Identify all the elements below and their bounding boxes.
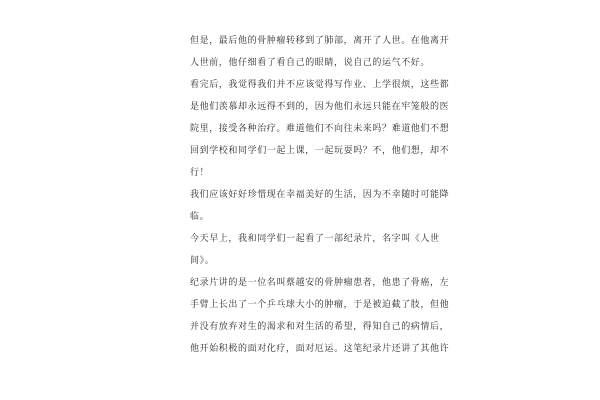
text-line-10: 今天早上，我和同学们一起看了一部纪录片，名字叫《人世 bbox=[190, 234, 440, 244]
text-line-4: 是他们羡慕却永远得不到的，因为他们永远只能在牢笼般的医 bbox=[190, 102, 450, 112]
text-line-7: 行！ bbox=[190, 168, 210, 178]
text-line-3: 看完后，我觉得我们并不应该觉得写作业、上学很烦，这些都 bbox=[190, 80, 450, 90]
text-line-5: 院里，接受各种治疗。难道他们不向往未来吗？难道他们不想 bbox=[190, 124, 450, 134]
text-line-15: 他开始积极的面对化疗，面对厄运。这笔纪录片还讲了其他许 bbox=[190, 344, 450, 354]
text-line-1: 但是，最后他的骨肿瘤转移到了肺部，离开了人世。在他离开 bbox=[190, 36, 450, 46]
body-text bbox=[190, 30, 450, 360]
text-line-9: 临。 bbox=[190, 212, 210, 222]
text-line-14: 并没有放弃对生的渴求和对生活的希望，得知自己的病情后， bbox=[190, 322, 450, 332]
text-line-8: 我们应该好好珍惜现在幸福美好的生活，因为不幸随时可能降 bbox=[190, 190, 450, 200]
text-line-13: 手臂上长出了一个乒乓球大小的肿瘤，于是被迫截了肢，但他 bbox=[190, 300, 450, 310]
text-line-2: 人世前，他仔细看了看自己的眼睛，说自己的运气不好。 bbox=[190, 58, 431, 68]
text-line-12: 纪录片讲的是一位名叫蔡越安的骨肿瘤患者，他患了骨癌，左 bbox=[190, 278, 450, 288]
text-line-11: 间》。 bbox=[190, 256, 215, 266]
text-line-6: 回到学校和同学们一起上课，一起玩耍吗？不，他们想，却不 bbox=[190, 146, 450, 156]
